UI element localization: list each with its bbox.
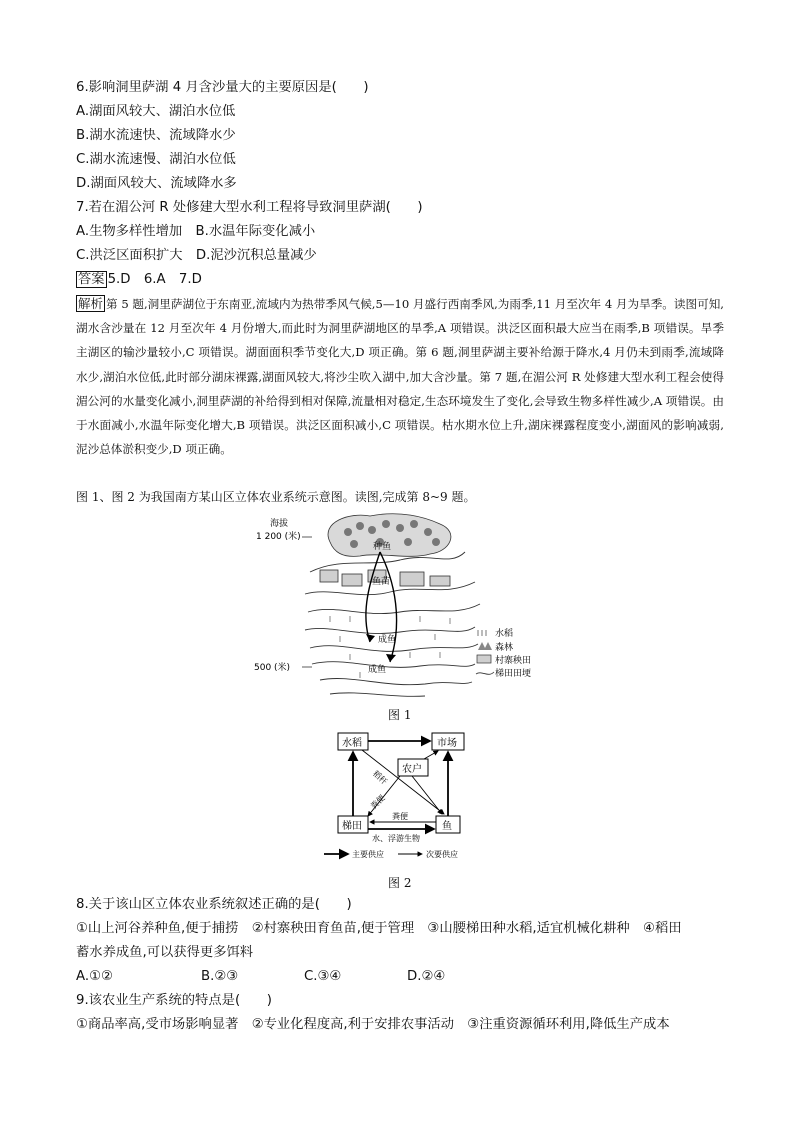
edge-label-fenbian: 粪便: [369, 793, 387, 812]
analysis-tag: 解析: [78, 296, 104, 311]
analysis-text: 第 5 题,洞里萨湖位于东南亚,流域内为热带季风气候,5—10 月盛行西南季风,为雨季,11 月至次年 4 月为旱季。读图可知,湖水含沙量在 12 月至次年 4 月份增大,而此时为洞里萨湖地区的旱季,A 项错误。洪泛区面积最大应当在雨季,B 项错误。旱季主湖区的输沙量较小,C 项错误。湖面面积季节变化大,D 项正确。第 6 题,洞里萨湖主要补给源于降水,4 月仍未到雨季,流域降水少,湖泊水位低,此时部分湖床裸露,湖面风较大,将沙尘吹入湖中,加大含沙量。第 7 题,在湄公河 R 处修建大型水利工程会使得湄公河的水量变化减小,洞里萨湖的补给得到相对保障,流量相对稳定,生态环境发生了变化,会导致生物多样性减少,A 项错误。由于水面减小,水温年际变化增大,B 项错误。洪泛区面积减小,C 项错误。枯水期水位上升,湖床裸露程度变小,湖面风的影响减弱,泥沙总体淤积变少,D 项正确。: [76, 297, 724, 457]
node-rice-label: 水稻: [342, 738, 362, 749]
q9-items: ①商品率高,受市场影响显著 ②专业化程度高,利于安排农事活动 ③注重资源循环利用,降低生产成本: [76, 1017, 670, 1032]
fig1-legend-forest: 森林: [495, 643, 514, 653]
q8-items-line2: 蓄水养成鱼,可以获得更多饵料: [76, 945, 254, 960]
q8-option-c: C.③④: [304, 969, 342, 984]
figure2-caption: 图 2: [388, 876, 412, 890]
node-market-label: 市场: [437, 738, 457, 749]
answer-line: [76, 271, 202, 289]
figure1-caption: 图 1: [388, 708, 412, 722]
q8-options: [76, 968, 445, 986]
q8-items-line1: ①山上河谷养种鱼,便于捕捞 ②村寨秧田育鱼苗,便于管理 ③山腰梯田种水稻,适宜机械化耕种 ④稻田: [76, 921, 682, 936]
q9-stem: 9.该农业生产系统的特点是( ): [76, 993, 272, 1008]
figure1-diagram: [250, 512, 540, 700]
edge-label-daogan: 稻秆: [371, 769, 389, 787]
fig1-label-chengyu1: 成鱼: [378, 635, 397, 645]
fig1-legend-terrace: 梯田田埂: [495, 669, 532, 679]
q6-option-b: B.湖水流速快、流域降水少: [76, 128, 236, 143]
fig1-alt-top: 1 200 (米): [256, 532, 301, 542]
q6-option-d: D.湖面风较大、流域降水多: [76, 176, 237, 191]
fig1-label-yumiao: 鱼苗: [372, 577, 391, 587]
fig1-legend: [476, 627, 531, 679]
fig1-legend-rice: 水稻: [495, 629, 514, 639]
q7-options-line2: C.洪泛区面积扩大 D.泥沙沉积总量减少: [76, 248, 317, 263]
q8-option-a: A.①②: [76, 969, 113, 984]
q7-stem: 7.若在湄公河 R 处修建大型水利工程将导致洞里萨湖( ): [76, 200, 423, 215]
figure2-flow-diagram: [322, 730, 482, 862]
edge-label-fenbian2: 粪便: [392, 812, 408, 821]
answer-text: 5.D 6.A 7.D: [107, 272, 202, 287]
q6-option-c: C.湖水流速慢、湖泊水位低: [76, 152, 236, 167]
fig2-legend-secondary: 次要供应: [426, 850, 458, 859]
q8-stem: 8.关于该山区立体农业系统叙述正确的是( ): [76, 897, 352, 912]
edge-label-water: 水、浮游生物: [372, 834, 420, 843]
q6-option-a: A.湖面风较大、湖泊水位低: [76, 104, 236, 119]
fish-path-arrow-2: [380, 552, 397, 662]
q6-stem: 6.影响洞里萨湖 4 月含沙量大的主要原因是( ): [76, 80, 369, 95]
fig1-label-zhongyu: 种鱼: [373, 542, 392, 552]
fig1-legend-village: 村寨秧田: [495, 656, 532, 666]
fig1-label-chengyu2: 成鱼: [368, 665, 387, 675]
q8-option-d: D.②④: [407, 969, 446, 984]
node-terrace-label: 梯田: [342, 821, 362, 832]
node-fish-label: 鱼: [442, 821, 452, 832]
fig1-alt-bottom: 500 (米): [254, 663, 291, 673]
fig1-alt-label: 海拔: [270, 519, 289, 529]
q8-option-b: B.②③: [201, 969, 239, 984]
q7-options-line1: A.生物多样性增加 B.水温年际变化减小: [76, 224, 316, 239]
analysis-paragraph: [76, 292, 724, 461]
answer-tag: 答案: [78, 272, 105, 287]
figure-intro: 图 1、图 2 为我国南方某山区立体农业系统示意图。读图,完成第 8~9 题。: [76, 490, 476, 504]
fig2-legend-main: 主要供应: [352, 850, 384, 859]
node-farmer-label: 农户: [402, 764, 422, 775]
fish-path-arrow-1: [366, 552, 380, 642]
